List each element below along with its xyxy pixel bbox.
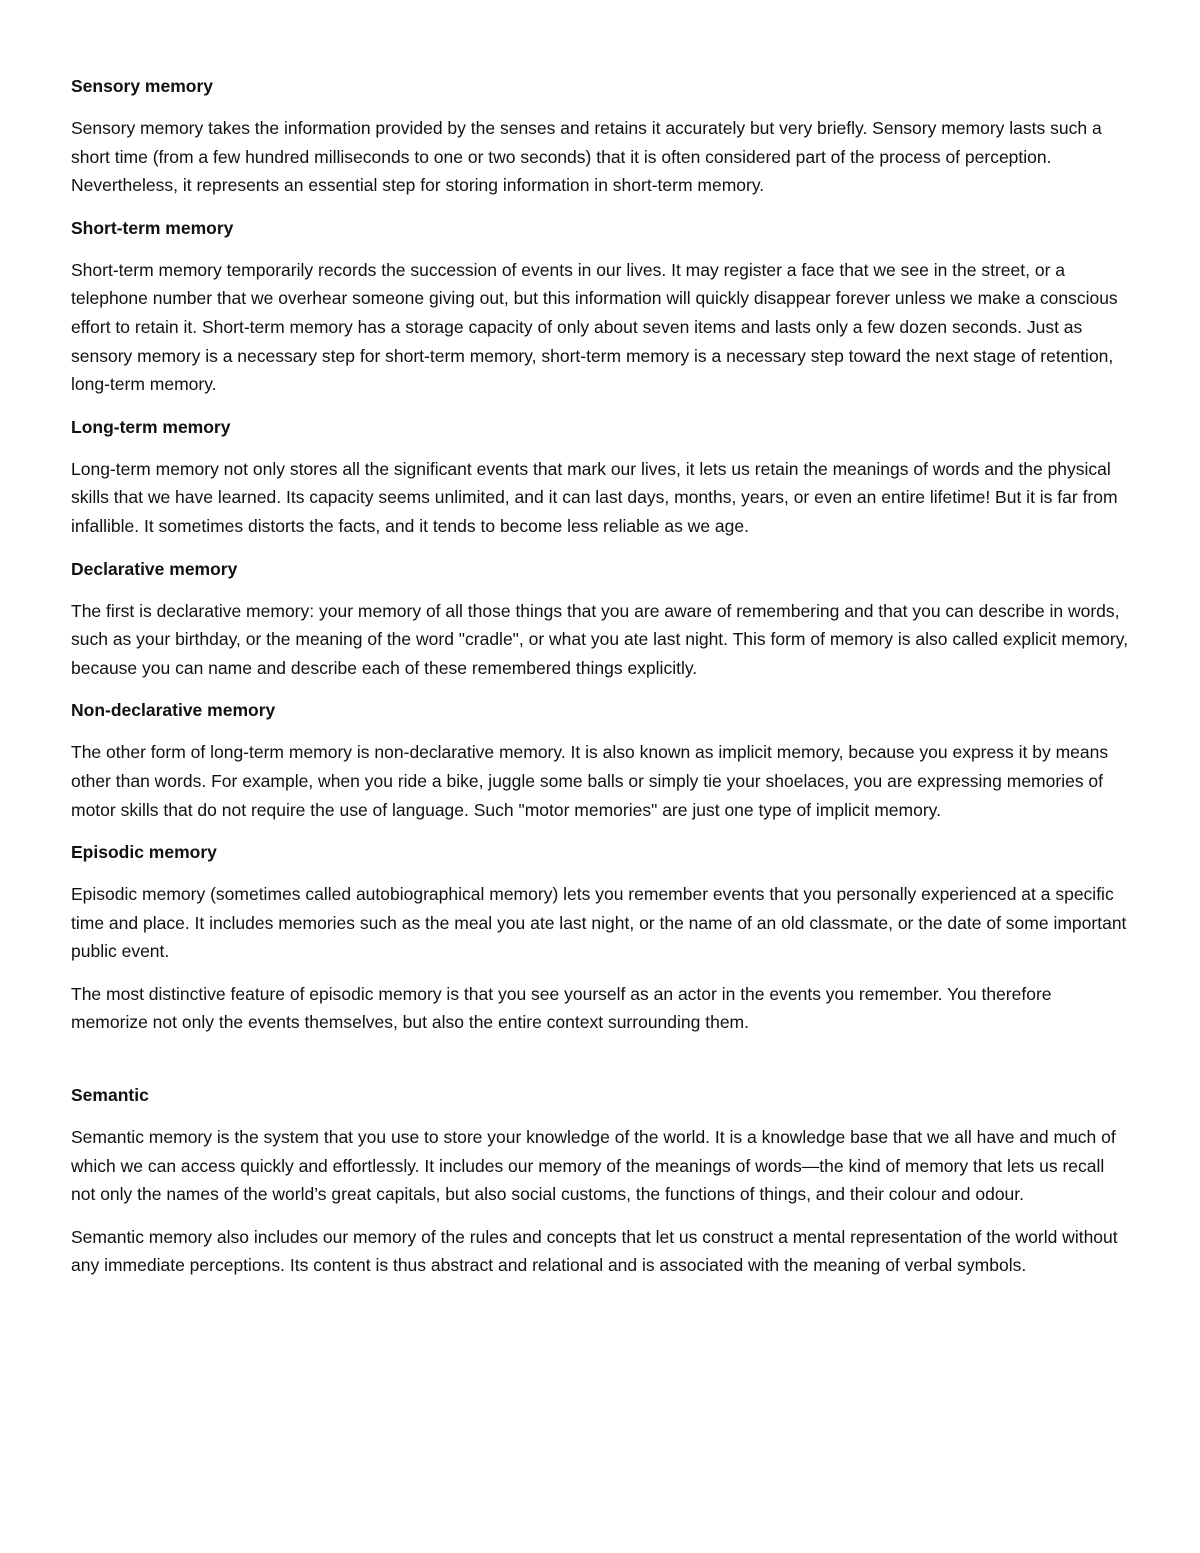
paragraph: Sensory memory takes the information provided by the senses and retains it accurately but very briefly. Sensory memory lasts such a short time (from a few hundred milliseconds to one or two seconds) that it is often considered part of the process of perception. Nevertheless, it represents an essential step for storing information in short-term memory. — [71, 118, 1102, 196]
paragraph: Semantic memory also includes our memory of the rules and concepts that let us construct a mental representation of the world without any immediate perceptions. Its content is thus abstract and relational and is associated with the meaning of verbal symbols. — [71, 1226, 1118, 1276]
paragraph: Semantic memory is the system that you use to store your knowledge of the world. It is a knowledge base that we all have and much of which we can access quickly and effortlessly. It includes our memory of the meanings of words—the kind of memory that lets us recall not only the names of the world’s great capitals, but also social customs, the functions of things, and their colour and odour. — [71, 1127, 1116, 1205]
section-episodic-memory — [71, 838, 1131, 1037]
paragraph: Long-term memory not only stores all the significant events that mark our lives, it lets us retain the meanings of words and the physical skills that we have learned. Its capacity seems unlimited, and it can last days, months, years, or even an entire lifetime! But it is far from infallible. It sometimes distorts the facts, and it tends to become less reliable as we age. — [71, 458, 1118, 536]
section-heading: Long-term memory — [71, 416, 231, 437]
section-declarative-memory — [71, 555, 1131, 683]
section-long-term-memory — [71, 413, 1131, 541]
paragraph: The first is declarative memory: your memory of all those things that you are aware of remembering and that you can describe in words, such as your birthday, or the meaning of the word "cradle", or what you ate last night. This form of memory is also called explicit memory, because you can name and describe each of these remembered things explicitly. — [71, 600, 1129, 678]
section-sensory-memory — [71, 72, 1131, 200]
paragraph: The most distinctive feature of episodic memory is that you see yourself as an actor in the events you remember. You therefore memorize not only the events themselves, but also the entire context surrounding them. — [71, 983, 1052, 1033]
section-heading: Non-declarative memory — [71, 700, 276, 721]
section-semantic — [71, 1081, 1131, 1280]
section-heading: Episodic memory — [71, 842, 217, 863]
section-heading: Short-term memory — [71, 217, 234, 238]
section-non-declarative-memory — [71, 696, 1131, 824]
paragraph: Episodic memory (sometimes called autobiographical memory) lets you remember events that you personally experienced at a specific time and place. It includes memories such as the meal you ate last night, or the name of an old classmate, or the date of some important public event. — [71, 884, 1127, 962]
section-short-term-memory — [71, 214, 1131, 399]
section-heading: Semantic — [71, 1085, 149, 1106]
document-body — [71, 72, 1131, 1294]
paragraph: The other form of long-term memory is non-declarative memory. It is also known as implicit memory, because you express it by means other than words. For example, when you ride a bike, juggle some balls or simply tie your shoelaces, you are expressing memories of motor skills that do not require the use of language. Such "motor memories" are just one type of implicit memory. — [71, 742, 1109, 820]
section-heading: Declarative memory — [71, 558, 238, 579]
paragraph: Short-term memory temporarily records the succession of events in our lives. It may register a face that we see in the street, or a telephone number that we overhear someone giving out, but this information will quickly disappear forever unless we make a conscious effort to retain it. Short-term memory has a storage capacity of only about seven items and lasts only a few dozen seconds. Just as sensory memory is a necessary step for short-term memory, short-term memory is a necessary step toward the next stage of retention, long-term memory. — [71, 259, 1118, 395]
section-heading: Sensory memory — [71, 76, 214, 96]
